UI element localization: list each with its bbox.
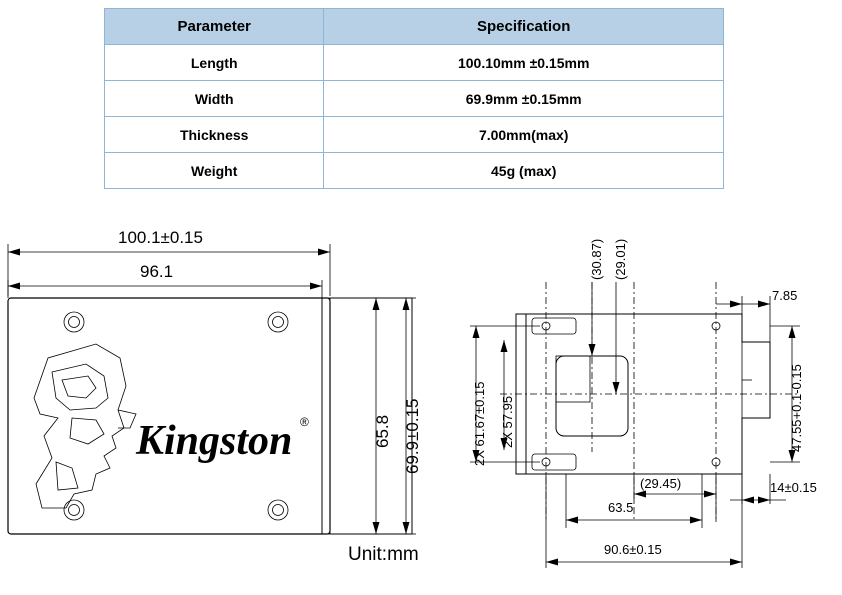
table-row [105, 45, 724, 81]
dim-inner-length: 96.1 [140, 262, 174, 281]
specification-table [104, 8, 724, 189]
table-row [105, 153, 724, 189]
dim-inner-width: 65.8 [373, 414, 392, 448]
dim-overall-width: 69.9±0.15 [403, 398, 422, 474]
table-cell-parameter: Thickness [105, 117, 324, 153]
dim-29-45: (29.45) [640, 476, 682, 491]
table-row [105, 81, 724, 117]
table-header-specification: Specification [324, 9, 724, 45]
table-cell-specification: 7.00mm(max) [324, 117, 724, 153]
dim-29-01: (29.01) [613, 238, 628, 280]
mechanical-drawing [0, 222, 842, 595]
dim-63-5: 63.5 [608, 500, 634, 515]
table-header-parameter: Parameter [105, 9, 324, 45]
table-header-row [105, 9, 724, 45]
dim-overall-length: 100.1±0.15 [118, 228, 203, 247]
dim-90-6: 90.6±0.15 [604, 542, 662, 557]
dim-47-55: 47.55+0.1-0.15 [789, 364, 804, 452]
table-cell-parameter: Weight [105, 153, 324, 189]
dim-14: 14±0.15 [770, 480, 817, 495]
brand-wordmark: Kingston [136, 418, 293, 464]
table-cell-parameter: Length [105, 45, 324, 81]
dim-30-87: (30.87) [589, 238, 604, 280]
table-cell-specification: 69.9mm ±0.15mm [324, 81, 724, 117]
unit-note: Unit:mm [348, 544, 419, 565]
dim-7-85: 7.85 [772, 288, 798, 303]
table-cell-parameter: Width [105, 81, 324, 117]
trademark-symbol: ® [300, 415, 309, 429]
table-cell-specification: 45g (max) [324, 153, 724, 189]
table-cell-specification: 100.10mm ±0.15mm [324, 45, 724, 81]
table-row [105, 117, 724, 153]
dim-2x-57-95: 2X 57.95 [500, 395, 515, 448]
dim-2x-61-67: 2X 61.67±0.15 [472, 381, 487, 466]
